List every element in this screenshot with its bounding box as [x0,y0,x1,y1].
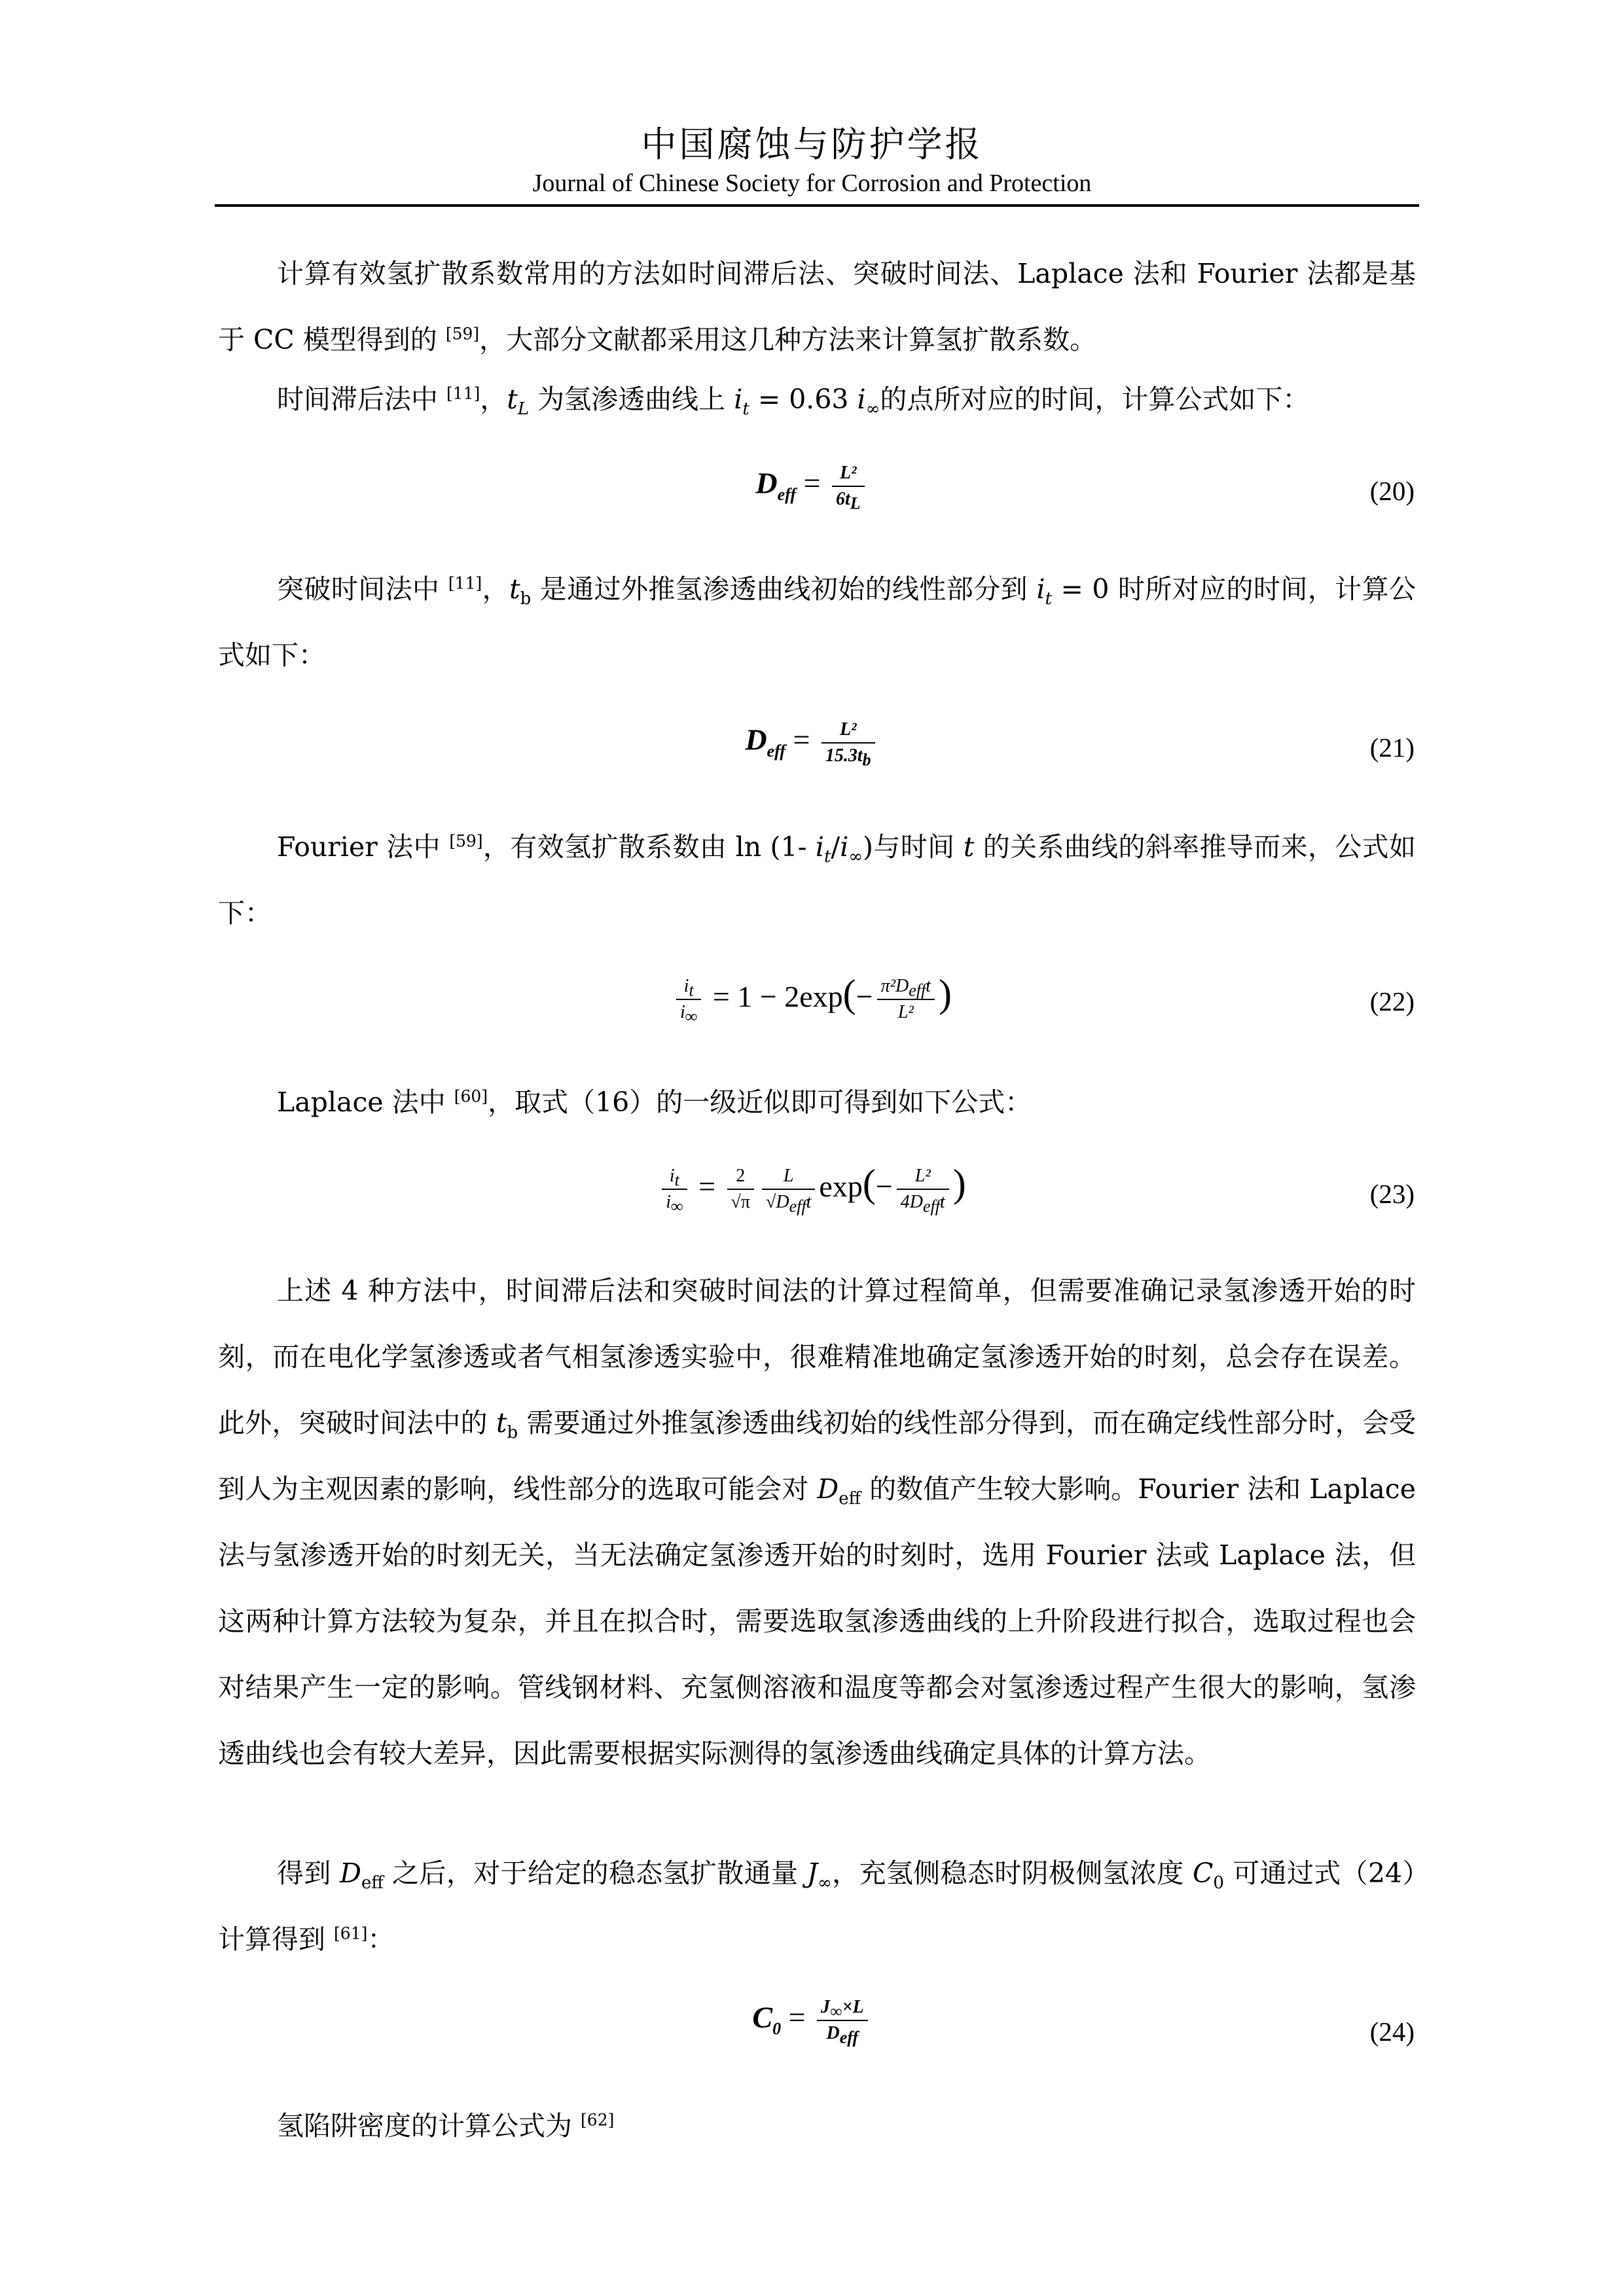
equation-number-24: (24) [1369,2017,1415,2047]
equation-number-23: (23) [1369,1179,1415,1209]
journal-title-cn: 中国腐蚀与防护学报 [641,124,983,165]
paragraph-time-lag: 时间滞后法中 [11]，$t_L$ 为氢渗透曲线上 $i_t = 0.63$ $i_\infty$的点所对应的时间，计算公式如下： [277,384,1310,420]
citation: [59] [445,324,480,344]
citation: [60] [454,1086,488,1106]
journal-title-en: Journal of Chinese Society for Corrosion and Protection [532,170,1092,197]
paragraph-laplace: Laplace 法中 [60]，取式（16）的一级近似即可得到如下公式： [277,1086,1032,1118]
equation-number-20: (20) [1369,476,1415,506]
citation: [11] [446,384,480,403]
equation-20: $D_{eff}$ = $\frac{\text{L²}}{6t_L}$ [0,462,1624,511]
paragraph-fourier: Fourier 法中 [59]，有效氢扩散系数由 ln (1- $i_t/i_\infty$)与时间 t 的关系曲线的斜率推导而来，公式如下： [218,831,1416,929]
citation: [62] [581,2110,615,2130]
equation-23: $\frac{i_t}{i_\infty}$ = $\frac{2}{√\pi}$ $\frac{L}{√D_{eff}t}$ exp(− $\frac{\text{L²}}{4D_{eff}t}$ ) [0,1161,1624,1213]
paragraph-breakthrough: 突破时间法中 [11]，$t_b$ 是通过外推氢渗透曲线初始的线性部分到 $i_t = 0$ 时所对应的时间，计算公式如下： [218,573,1416,671]
paragraph-trap-density: 氢陷阱密度的计算公式为 [62] [277,2110,615,2142]
citation: [59] [449,831,483,851]
paragraph-methods-intro: 计算有效氢扩散系数常用的方法如时间滞后法、突破时间法、Laplace 法和 Fourier 法都是基于 CC 模型得到的 [59]，大部分文献都采用这几种方法来计算氢扩散系数。 [218,258,1416,355]
equation-number-21: (21) [1369,732,1415,762]
equation-21: $D_{eff}$ = $\frac{\text{L²}}{15.3t_b}$ [0,719,1624,767]
citation: [61] [334,1924,368,1943]
paragraph-concentration: 得到 $D_{eff}$ 之后，对于给定的稳态氢扩散通量 $J_\infty$，充氢侧稳态时阴极侧氢浓度 $C_0$ 可通过式（24）计算得到 [61]： [218,1857,1416,1955]
citation: [11] [448,573,482,593]
paragraph-method-comparison: 上述 4 种方法中，时间滞后法和突破时间法的计算过程简单，但需要准确记录氢渗透开始的时刻，而在电化学氢渗透或者气相氢渗透实验中，很难精准地确定氢渗透开始的时刻，总会存在误差。此外，突破时间法中的 $t_b$ 需要通过外推氢渗透曲线初始的线性部分得到，而在确定线性部分时，会受到人为主观因素的影响，线性部分的选取可能会对 $D_{eff}$ 的数值产生较大影响。Fourier 法和 Laplace 法与氢渗透开始的时刻无关，当无法确定氢渗透开始的时刻时，选用 Fourier 法或 Laplace 法，但这两种计算方法较为复杂，并且在拟合时，需要选取氢渗透曲线的上升阶段进行拟合，选取过程也会对结果产生一定的影响。管线钢材料、充氢侧溶液和温度等都会对氢渗透过程产生很大的影响，氢渗透曲线也会有较大差异，因此需要根据实际测得的氢渗透曲线确定具体的计算方法。 [218,1275,1416,1769]
equation-22: $\frac{i_t}{i_\infty}$ = 1 − 2exp(− $\frac{\pi^2D_{eff}t}{\text{L²}}$ ) [0,971,1624,1024]
equation-number-22: (22) [1369,986,1415,1016]
equation-24: $C_0$ = $\frac{J_\infty\times L}{D_{eff}}$ [0,1996,1624,2045]
header-rule [215,204,1419,207]
